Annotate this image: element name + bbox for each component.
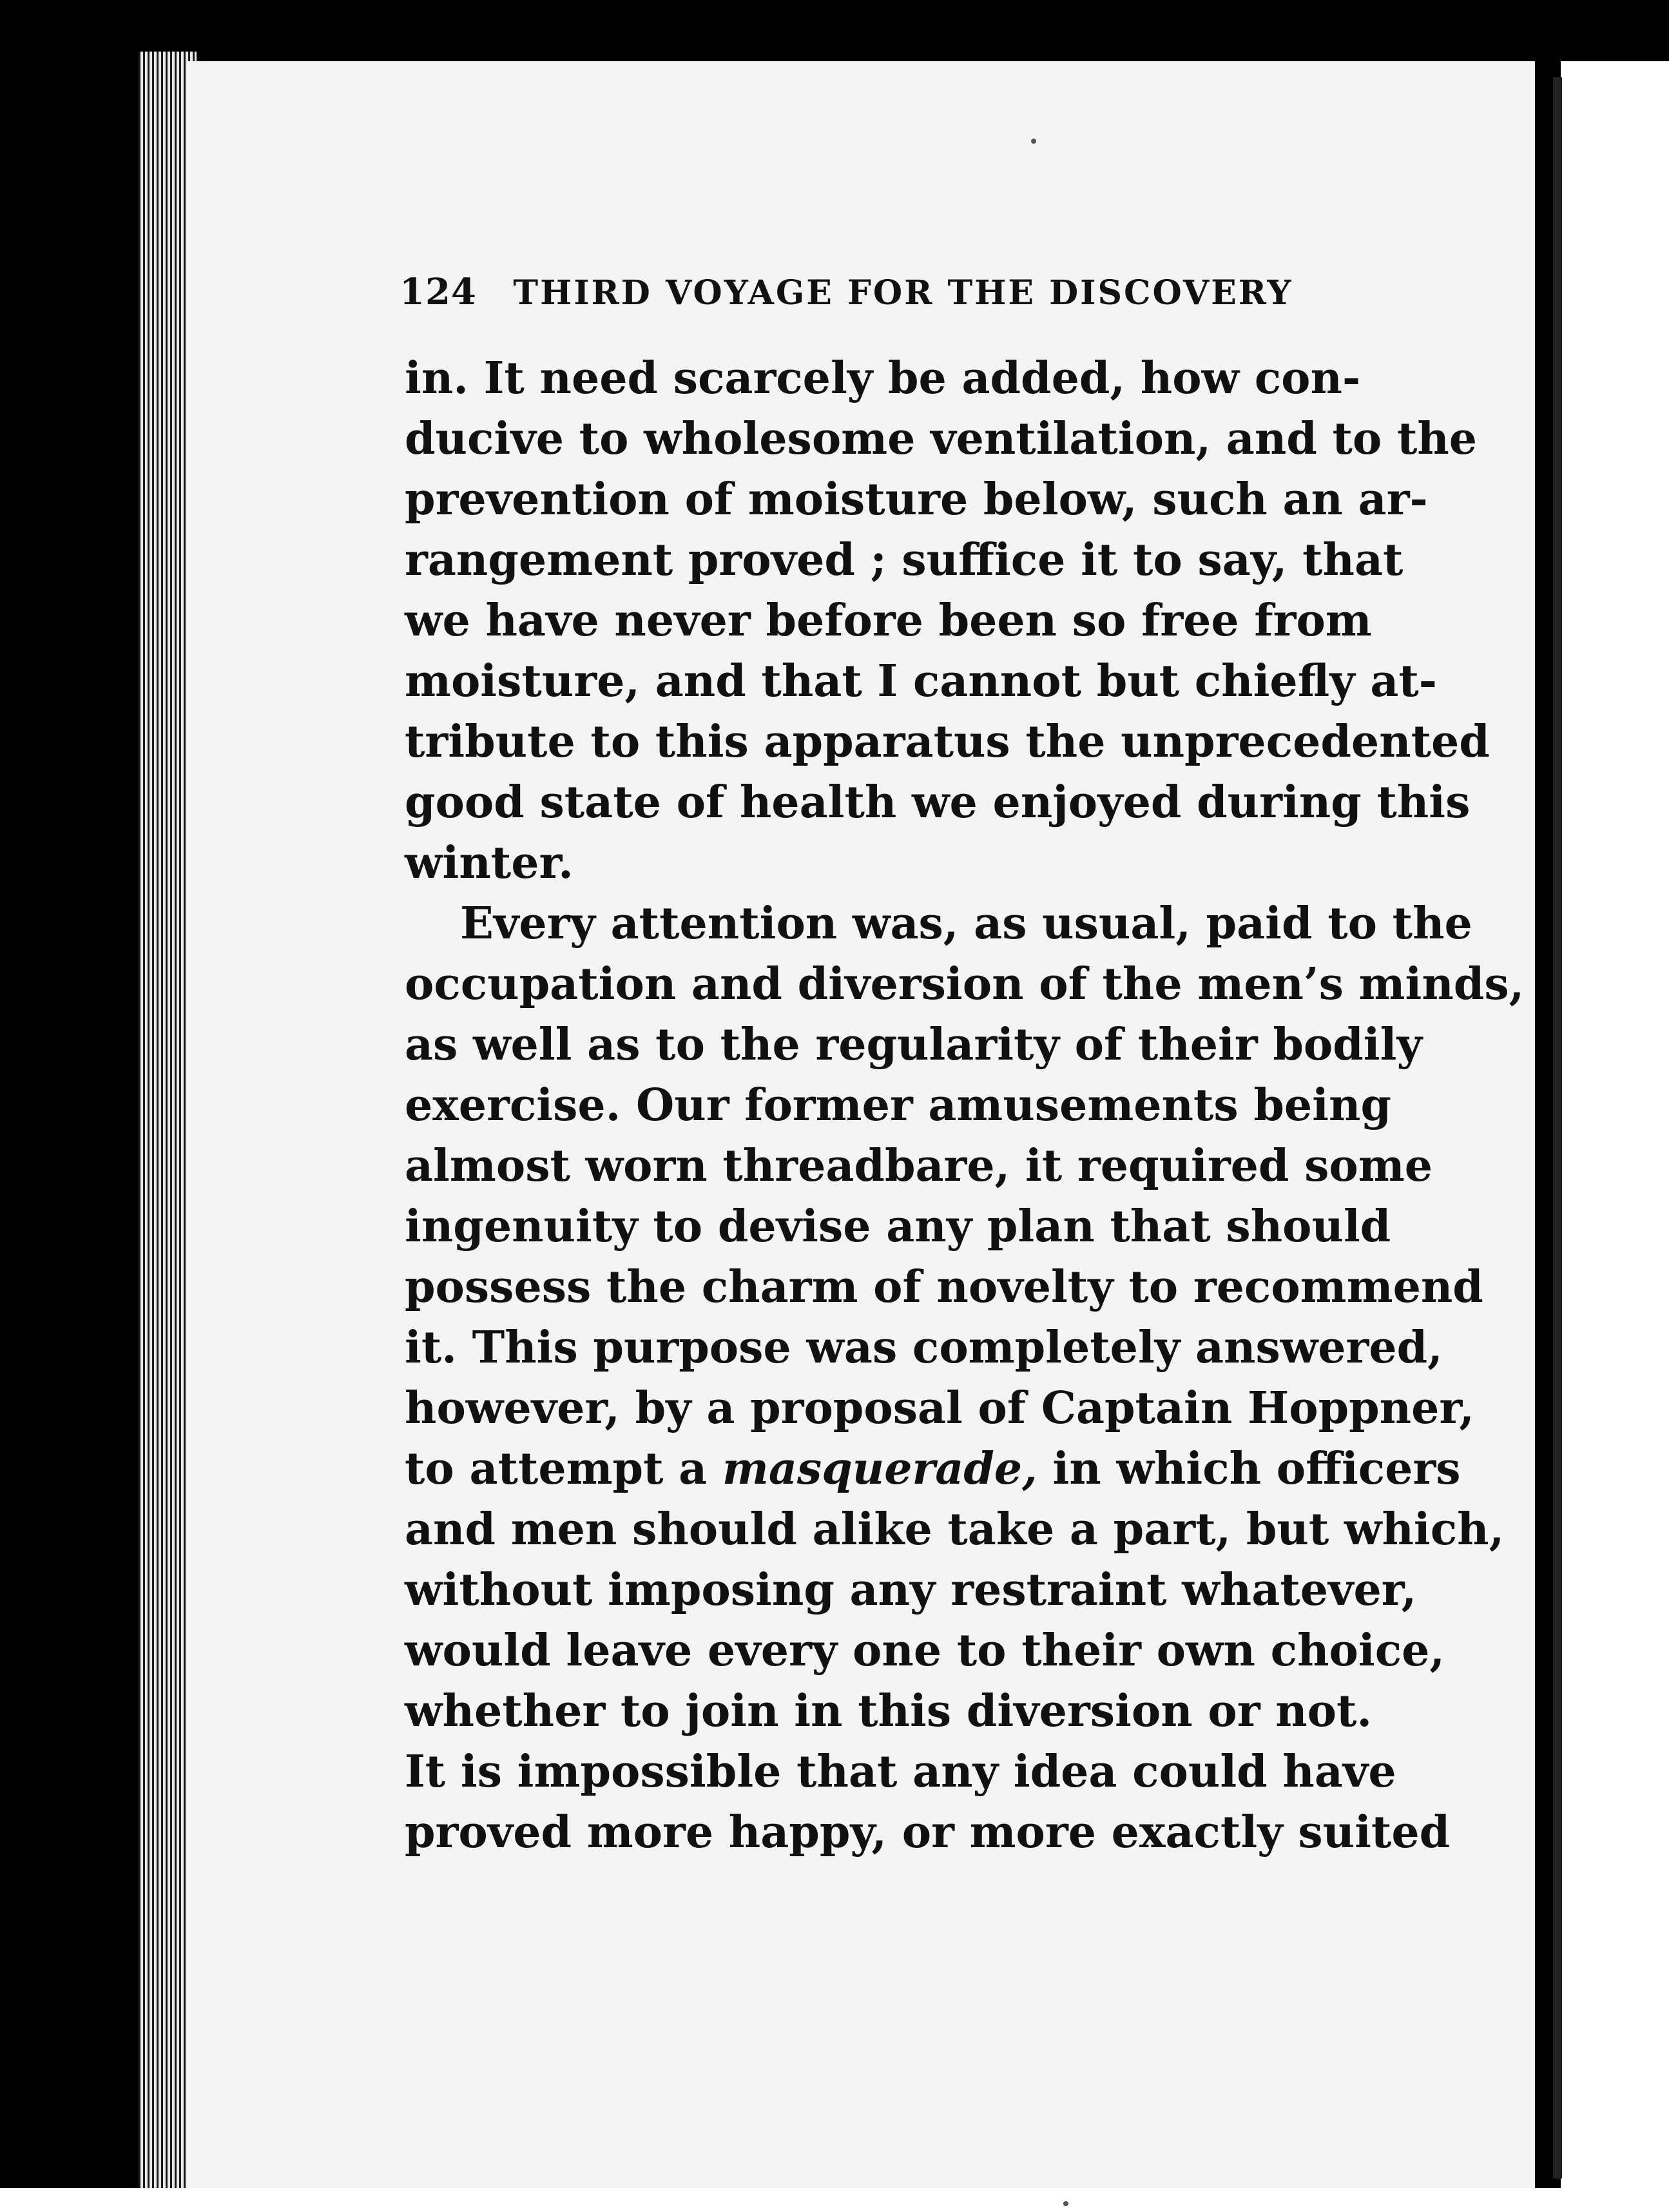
text-line: without imposing any restraint whatever, <box>405 1564 1417 1616</box>
text-line: possess the charm of novelty to recommend <box>405 1261 1483 1313</box>
paragraph-2 <box>405 893 1525 1863</box>
text-line: moisture, and that I cannot but chiefly at- <box>405 655 1438 707</box>
text-line: winter. <box>405 837 574 889</box>
scan-background-bottom <box>0 2188 1669 2212</box>
text-line: rangement proved ; suffice it to say, that <box>405 534 1404 586</box>
scan-background-top <box>0 0 1669 61</box>
book-gutter-edge <box>1553 77 1562 2178</box>
text-line: in. It need scarcely be added, how con- <box>405 353 1361 404</box>
text-line: ducive to wholesome ventilation, and to the <box>405 413 1478 465</box>
italic-word: masquerade, <box>722 1443 1037 1495</box>
text-line: exercise. Our former amusements being <box>405 1080 1391 1131</box>
text-line: to attempt a masquerade, in which officers <box>405 1443 1461 1495</box>
text-line: almost worn threadbare, it required some <box>405 1140 1433 1192</box>
text-line: proved more happy, or more exactly suited <box>405 1807 1451 1858</box>
text-line: as well as to the regularity of their bodily <box>405 1019 1422 1071</box>
text-line: it. This purpose was completely answered, <box>405 1322 1443 1373</box>
body-text <box>405 348 1525 1863</box>
text-line: Every attention was, as usual, paid to the <box>460 898 1472 949</box>
page-number: 124 <box>400 271 477 313</box>
running-head <box>400 271 1366 313</box>
scan-speck <box>1063 2201 1068 2206</box>
paragraph-1 <box>405 348 1490 893</box>
text-line: occupation and diversion of the men’s minds, <box>405 958 1525 1010</box>
scan-speck <box>1031 139 1036 144</box>
running-head-title: THIRD VOYAGE FOR THE DISCOVERY <box>513 273 1293 313</box>
text-line: good state of health we enjoyed during this <box>405 777 1471 828</box>
text-line: would leave every one to their own choice, <box>405 1625 1445 1676</box>
text-line: ingenuity to devise any plan that should <box>405 1201 1391 1252</box>
text-line: tribute to this apparatus the unprecedented <box>405 716 1490 768</box>
text-line: however, by a proposal of Captain Hoppner, <box>405 1382 1474 1434</box>
text-line: prevention of moisture below, such an ar- <box>405 474 1428 525</box>
text-line: we have never before been so free from <box>405 595 1372 646</box>
scan-background-right <box>1561 61 1669 2212</box>
text-line: and men should alike take a part, but which, <box>405 1504 1505 1555</box>
text-line: whether to join in this diversion or not. <box>405 1685 1373 1737</box>
text-line: It is impossible that any idea could have <box>405 1746 1396 1798</box>
